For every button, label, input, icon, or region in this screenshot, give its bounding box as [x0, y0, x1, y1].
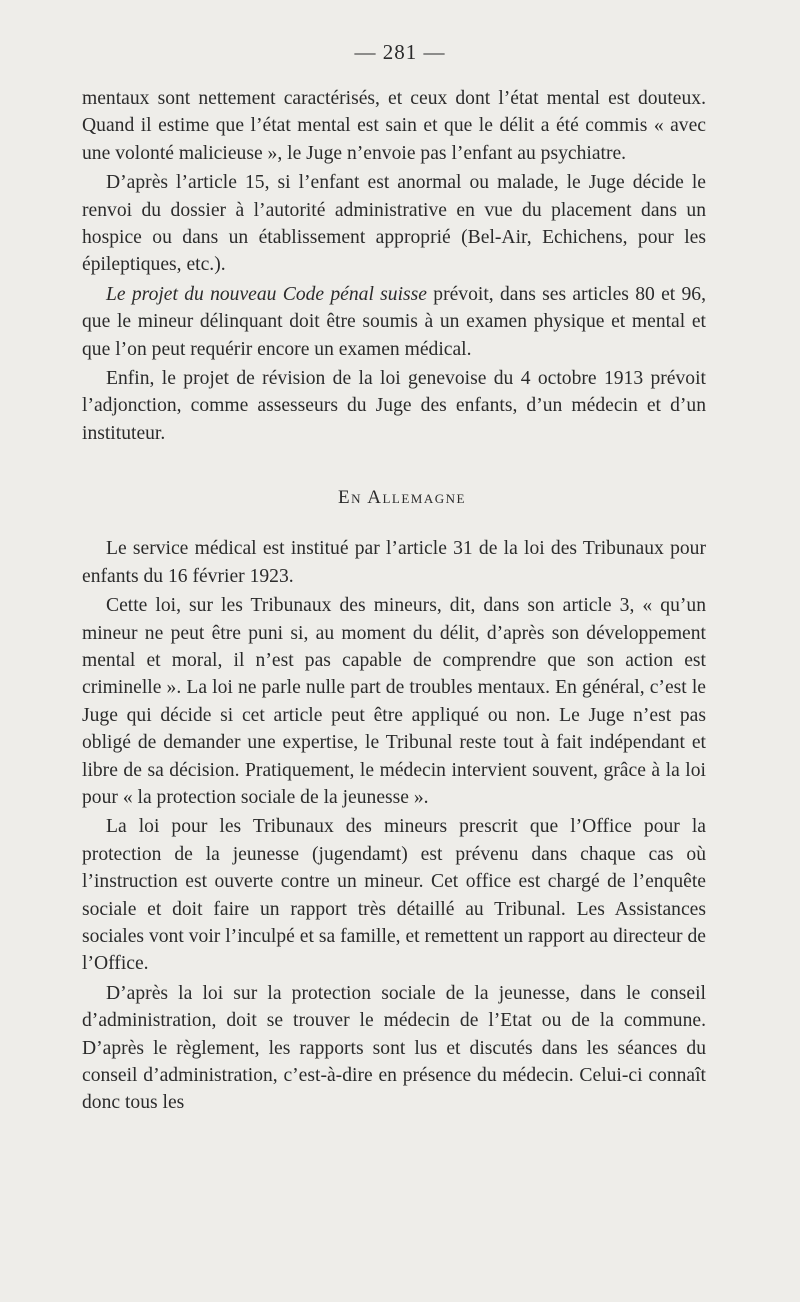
paragraph-office-jeunesse: La loi pour les Tribunaux des mineurs prescrit que l’Office pour la protection de la jeunesse (jugendamt) est prévenu dans chaque cas où l’instruction est ouverte contre un mineur. Cet office est chargé de l’enquête sociale et doit faire un rapport très détaillé au Tribunal. Les Assistances sociales vont voir l’inculpé et sa famille, et remettent un rapport au directeur de l’Office.: [82, 816, 706, 975]
paragraph-conseil-administration: D’après la loi sur la protection sociale de la jeunesse, dans le conseil d’administration, doit se trouver le médecin de l’Etat ou de la commune. D’après le règlement, les rapports sont lus et discutés dans les séances du conseil d’administration, c’est-à-dire en présence du médecin. Celui-ci connaît donc tous les: [82, 982, 706, 1114]
paragraph-service-medical: Le service médical est institué par l’article 31 de la loi des Tribunaux pour enfants du 16 février 1923.: [82, 538, 706, 587]
page-number: — 281 —: [354, 40, 446, 64]
paragraph-article-15: D’après l’article 15, si l’enfant est anormal ou malade, le Juge décide le renvoi du dossier à l’autorité administrative en vue du placement dans un hospice ou dans un établissement approprié (Bel-Air, Echichens, pour les épileptiques, etc.).: [82, 172, 706, 276]
paragraph-continuation: mentaux sont nettement caractérisés, et ceux dont l’état mental est douteux. Quand il estime que l’état mental est sain et que le délit a été commis « avec une volonté malicieuse », le Juge n’envoie pas l’enfant au psychiatre.: [82, 88, 706, 164]
paragraph-loi-article-3: Cette loi, sur les Tribunaux des mineurs, dit, dans son article 3, « qu’un mineur ne peut être puni si, au moment du délit, d’après son développement mental et moral, il n’est pas capable de comprendre que son action est criminelle ». La loi ne parle nulle part de troubles mentaux. En général, c’est le Juge qui décide si cet article peut être appliqué ou non. Le Juge n’est pas obligé de demander une expertise, le Tribunal reste tout à fait indépendant et libre de sa décision. Pratiquement, le médecin intervient souvent, grâce à la loi pour « la protection sociale de la jeunesse ».: [82, 595, 706, 808]
paragraph-code-penal: [82, 281, 706, 363]
paragraph-geneva-revision: Enfin, le projet de révision de la loi genevoise du 4 octobre 1913 prévoit l’adjonction, comme assesseurs du Juge des enfants, d’un médecin et d’un instituteur.: [82, 368, 706, 444]
code-penal-title: Le projet du nouveau Code pénal suisse: [106, 283, 427, 305]
code-penal-text: prévoit, dans ses articles 80 et 96, que le mineur délinquant doit être soumis à un examen physique et mental et que l’on peut requérir encore un examen médical.: [82, 283, 706, 360]
section-heading: En Allemagne: [338, 487, 466, 509]
